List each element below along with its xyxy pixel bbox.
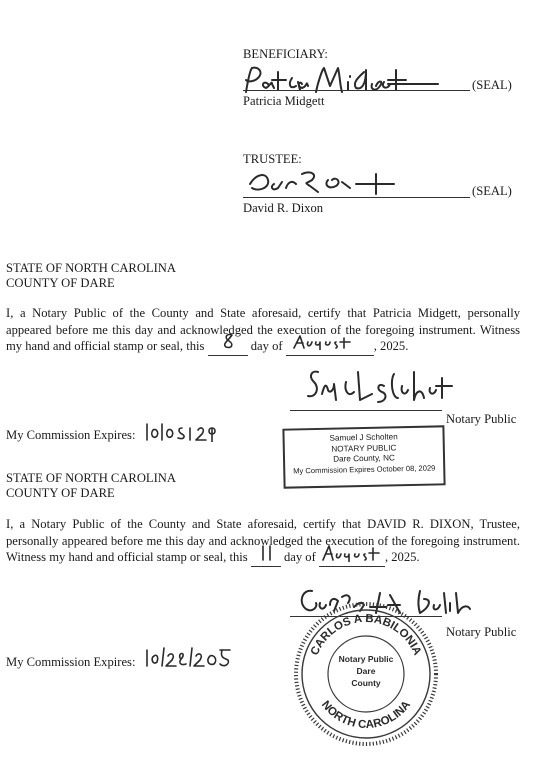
ack2-commission-label: My Commission Expires: [6,655,136,669]
beneficiary-name: Patricia Midgett [243,94,325,108]
ack2-day-handwritten [260,544,274,562]
ack1-stamp-name: Samuel J Scholten [329,432,398,443]
ack2-day-blank [251,549,281,567]
ack1-stamp-county: Dare County, NC [333,453,395,464]
ack2-seal-bottom-text: NORTH CAROLINA [318,698,414,732]
ack1-month-blank [286,338,374,356]
ack1-month-handwritten [292,334,362,350]
ack2-month-blank [319,549,385,567]
ack1-day-blank [208,338,248,356]
ack2-seal-middle-2: Dare [356,666,376,676]
ack2-county: COUNTY OF DARE [6,486,115,500]
beneficiary-seal-label: (SEAL) [472,78,512,92]
ack2-year: , 2025. [384,550,420,564]
beneficiary-signature-line [243,90,470,91]
ack1-day-handwritten [220,332,238,350]
ack2-notary-seal [292,600,440,748]
ack1-stamp-expiry: My Commission Expires October 08, 2029 [293,463,436,475]
ack2-paragraph [6,516,520,567]
ack2-notary-label: Notary Public [446,625,517,639]
ack1-notary-signature-line [290,410,442,411]
ack1-text: I, a Notary Public of the County and State aforesaid, certify that Patricia Midgett, personally appeared before me this day and acknowledged the execution of the foregoing instrument. Witness my hand and official stamp or seal, this [6,306,520,353]
ack1-commission-date-handwritten [144,420,220,442]
ack1-year: , 2025. [373,339,409,353]
ack2-seal-middle-1: Notary Public [338,654,394,664]
ack1-notary-signature [302,364,467,410]
trustee-heading: TRUSTEE: [243,152,302,166]
ack2-text: I, a Notary Public of the County and State aforesaid, certify that DAVID R. DIXON, Trustee, personally appeared before me this day and acknowledged the execution of the foregoing instrument. Witness my hand and official stamp or seal, this [6,517,520,564]
ack2-seal-top-text: CARLOS A BABILONIA [308,612,424,658]
ack1-stamp-title: NOTARY PUBLIC [331,442,397,454]
ack1-county: COUNTY OF DARE [6,276,115,290]
ack2-day-of: day of [283,550,316,564]
ack2-commission-date-handwritten [144,644,232,668]
beneficiary-heading: BENEFICIARY: [243,47,328,61]
trustee-signature-line [243,197,470,198]
ack1-notary-label: Notary Public [446,412,517,426]
ack2-state: STATE OF NORTH CAROLINA [6,471,177,485]
ack1-state: STATE OF NORTH CAROLINA [6,261,177,275]
ack2-seal-middle-3: County [351,678,381,688]
trustee-name: David R. Dixon [243,201,324,215]
ack2-month-handwritten [321,544,383,562]
ack1-day-of: day of [250,339,283,353]
trustee-seal-label: (SEAL) [472,184,512,198]
ack1-notary-stamp [282,425,445,488]
trustee-signature [246,166,416,198]
ack1-paragraph [6,305,520,356]
ack1-commission-label: My Commission Expires: [6,428,136,442]
